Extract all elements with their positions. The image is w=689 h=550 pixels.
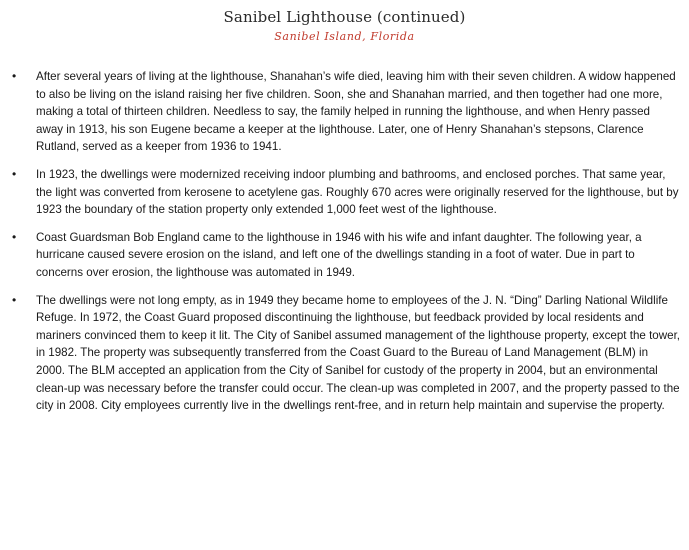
bullet-list <box>0 68 689 425</box>
page-subtitle: Sanibel Island, Florida <box>274 30 415 43</box>
bullet-icon: • <box>12 292 17 307</box>
bullet-text: In 1923, the dwellings were modernized receiving indoor plumbing and bathrooms, and enclosed porches. That same year, the light was converted from kerosene to acetylene gas. Roughly 670 acres were originally reserved for the lighthouse, but by 1923 the boundary of the station property only extended 1,000 feet west of the lighthouse. <box>36 167 679 217</box>
bullet-icon: • <box>12 166 17 181</box>
bullet-item <box>0 229 689 282</box>
bullet-icon: • <box>12 69 17 83</box>
bullet-item <box>0 166 689 219</box>
bullet-item <box>0 68 689 156</box>
bullet-icon: • <box>12 229 17 244</box>
bullet-text: Coast Guardsman Bob England came to the lighthouse in 1946 with his wife and infant daughter. The following year, a hurricane caused severe erosion on the island, and left one of the dwellings standing in a foot of water. Due in part to concerns over erosion, the lighthouse was automated in 1949. <box>36 230 642 279</box>
bullet-item <box>0 292 689 415</box>
bullet-text: The dwellings were not long empty, as in 1949 they became home to employees of the J. N. “Ding” Darling National Wildlife Refuge. In 1972, the Coast Guard proposed discontinuing the lighthouse, but feedback provided by local residents and mariners convinced them to keep it lit. The City of Sanibel assumed management of the lighthouse property, except the tower, in 1982. The property was subsequently transferred from the Coast Guard to the Bureau of Land Management (BLM) in 2000. The BLM accepted an application from the City of Sanibel for custody of the property in 2004, but an environmental clean-up was necessary before the transfer could occur. The clean-up was completed in 2007, and the property passed to the city in 2008. City employees currently live in the dwellings rent-free, and in return help maintain and supervise the property. <box>36 293 681 413</box>
page-title: Sanibel Lighthouse (continued) <box>223 8 466 26</box>
bullet-text: After several years of living at the lighthouse, Shanahan’s wife died, leaving him with their seven children. A widow happened to also be living on the island raising her five children. Soon, she and Shanahan married, and then together had one more, making a total of thirteen children. Needless to say, the family helped in running the lighthouse, and when Henry passed away in 1913, his son Eugene became a keeper at the lighthouse. Later, one of Henry Shanahan’s stepsons, Clarence Rutland, served as a keeper from 1936 to 1941. <box>36 70 676 154</box>
